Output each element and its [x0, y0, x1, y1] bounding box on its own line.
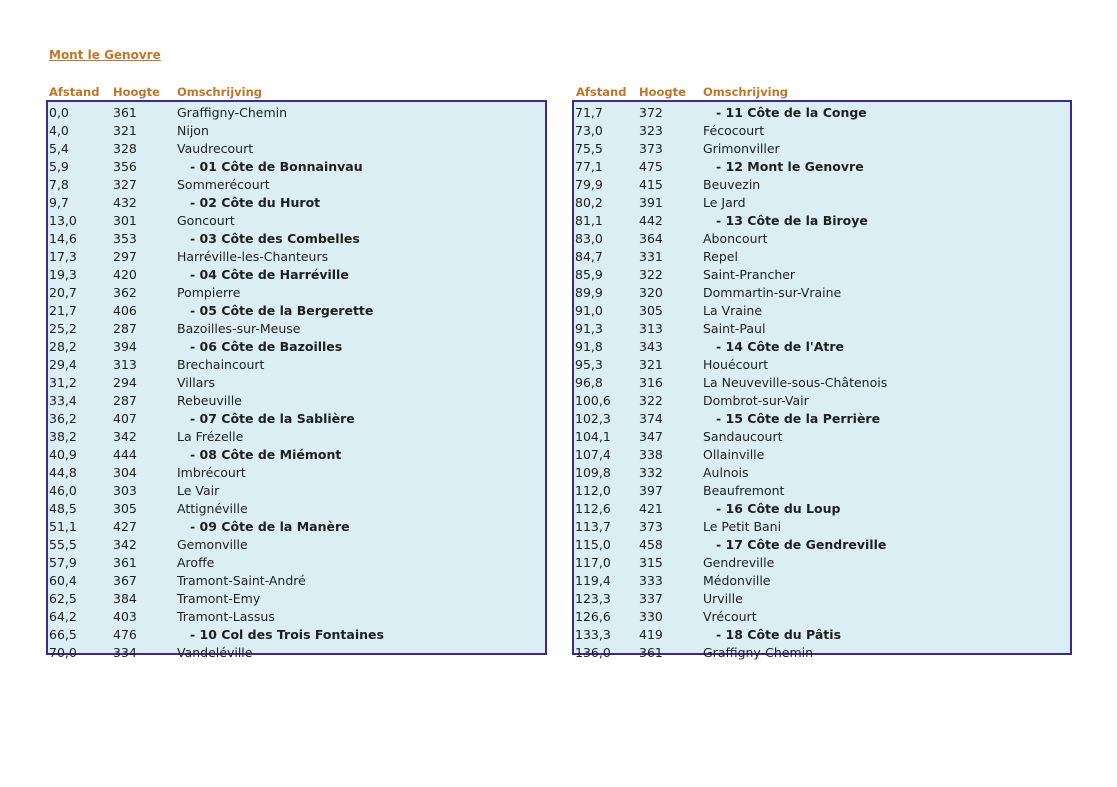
afstand-cell: 9,7	[49, 195, 69, 210]
hoogte-cell: 364	[639, 231, 663, 246]
table-row	[574, 391, 1070, 409]
afstand-cell: 89,9	[575, 285, 603, 300]
climb-name-cell: - 11 Côte de la Conge	[716, 105, 867, 120]
place-name-cell: Aboncourt	[703, 231, 768, 246]
table-row	[574, 355, 1070, 373]
table-row	[48, 373, 545, 391]
table-row	[574, 211, 1070, 229]
table-row	[574, 103, 1070, 121]
afstand-cell: 44,8	[49, 465, 77, 480]
afstand-cell: 91,8	[575, 339, 603, 354]
place-name-cell: Sandaucourt	[703, 429, 783, 444]
hoogte-cell: 367	[113, 573, 137, 588]
afstand-cell: 51,1	[49, 519, 77, 534]
table-row	[574, 643, 1070, 661]
climb-name-cell: - 15 Côte de la Perrière	[716, 411, 881, 426]
place-name-cell: La Frézelle	[177, 429, 244, 444]
climb-name-cell: - 17 Côte de Gendreville	[716, 537, 887, 552]
afstand-cell: 36,2	[49, 411, 77, 426]
table-row	[574, 535, 1070, 553]
afstand-cell: 80,2	[575, 195, 603, 210]
climb-name-cell: - 12 Mont le Genovre	[716, 159, 864, 174]
table-row	[574, 589, 1070, 607]
hoogte-cell: 427	[113, 519, 137, 534]
place-name-cell: Pompierre	[177, 285, 241, 300]
afstand-cell: 5,4	[49, 141, 69, 156]
place-name-cell: Villars	[177, 375, 216, 390]
climb-name-cell: - 07 Côte de la Sablière	[190, 411, 355, 426]
hoogte-cell: 347	[639, 429, 663, 444]
afstand-cell: 77,1	[575, 159, 603, 174]
table-row	[48, 337, 545, 355]
hoogte-cell: 333	[639, 573, 663, 588]
place-name-cell: Houécourt	[703, 357, 769, 372]
climb-name-cell: - 05 Côte de la Bergerette	[190, 303, 374, 318]
header-hoogte: Hoogte	[113, 85, 160, 99]
place-name-cell: Dombrot-sur-Vair	[703, 393, 809, 408]
hoogte-cell: 323	[639, 123, 663, 138]
table-row	[574, 157, 1070, 175]
right-route-table	[572, 100, 1072, 660]
hoogte-cell: 331	[639, 249, 663, 264]
climb-name-cell: - 08 Côte de Miémont	[190, 447, 342, 462]
hoogte-cell: 304	[113, 465, 137, 480]
place-name-cell: La Vraine	[703, 303, 763, 318]
table-row	[574, 265, 1070, 283]
table-row	[574, 301, 1070, 319]
afstand-cell: 117,0	[575, 555, 611, 570]
place-name-cell: Fécocourt	[703, 123, 765, 138]
table-row	[48, 553, 545, 571]
table-row	[48, 301, 545, 319]
hoogte-cell: 361	[113, 555, 137, 570]
afstand-cell: 46,0	[49, 483, 77, 498]
climb-name-cell: - 06 Côte de Bazoilles	[190, 339, 343, 354]
table-row	[574, 247, 1070, 265]
afstand-cell: 55,5	[49, 537, 77, 552]
hoogte-cell: 322	[639, 267, 663, 282]
right-table-header	[576, 85, 1076, 99]
table-row	[48, 391, 545, 409]
afstand-cell: 70,0	[49, 645, 77, 660]
afstand-cell: 14,6	[49, 231, 77, 246]
afstand-cell: 71,7	[575, 105, 603, 120]
header-afstand: Afstand	[576, 85, 627, 99]
place-name-cell: Attignéville	[177, 501, 248, 516]
afstand-cell: 136,0	[575, 645, 611, 660]
hoogte-cell: 362	[113, 285, 137, 300]
place-name-cell: Le Petit Bani	[703, 519, 782, 534]
hoogte-cell: 303	[113, 483, 137, 498]
table-row	[48, 607, 545, 625]
afstand-cell: 0,0	[49, 105, 69, 120]
place-name-cell: Brechaincourt	[177, 357, 265, 372]
afstand-cell: 84,7	[575, 249, 603, 264]
place-name-cell: Beuvezin	[703, 177, 761, 192]
table-row	[48, 625, 545, 643]
table-row	[574, 427, 1070, 445]
place-name-cell: Vrécourt	[703, 609, 757, 624]
table-row	[48, 427, 545, 445]
table-row	[574, 229, 1070, 247]
afstand-cell: 33,4	[49, 393, 77, 408]
afstand-cell: 57,9	[49, 555, 77, 570]
afstand-cell: 73,0	[575, 123, 603, 138]
hoogte-cell: 391	[639, 195, 663, 210]
place-name-cell: La Neuveville-sous-Châtenois	[703, 375, 888, 390]
afstand-cell: 104,1	[575, 429, 611, 444]
afstand-cell: 119,4	[575, 573, 611, 588]
place-name-cell: Aroffe	[177, 555, 215, 570]
hoogte-cell: 337	[639, 591, 663, 606]
hoogte-cell: 406	[113, 303, 137, 318]
hoogte-cell: 334	[113, 645, 137, 660]
hoogte-cell: 373	[639, 519, 663, 534]
afstand-cell: 123,3	[575, 591, 611, 606]
climb-name-cell: - 01 Côte de Bonnainvau	[190, 159, 363, 174]
place-name-cell: Ollainville	[703, 447, 765, 462]
table-row	[48, 265, 545, 283]
hoogte-cell: 343	[639, 339, 663, 354]
left-route-table	[46, 100, 547, 660]
table-row	[48, 211, 545, 229]
place-name-cell: Goncourt	[177, 213, 235, 228]
hoogte-cell: 361	[639, 645, 663, 660]
hoogte-cell: 432	[113, 195, 137, 210]
afstand-cell: 38,2	[49, 429, 77, 444]
hoogte-cell: 332	[639, 465, 663, 480]
afstand-cell: 96,8	[575, 375, 603, 390]
table-row	[48, 193, 545, 211]
hoogte-cell: 374	[639, 411, 663, 426]
climb-name-cell: - 09 Côte de la Manère	[190, 519, 350, 534]
table-row	[574, 463, 1070, 481]
table-row	[48, 409, 545, 427]
afstand-cell: 79,9	[575, 177, 603, 192]
afstand-cell: 112,0	[575, 483, 611, 498]
hoogte-cell: 394	[113, 339, 137, 354]
table-row	[48, 319, 545, 337]
place-name-cell: Vandeléville	[177, 645, 253, 660]
hoogte-cell: 321	[113, 123, 137, 138]
place-name-cell: Vaudrecourt	[177, 141, 254, 156]
table-row	[574, 139, 1070, 157]
hoogte-cell: 419	[639, 627, 663, 642]
left-table-header	[49, 85, 549, 99]
afstand-cell: 31,2	[49, 375, 77, 390]
place-name-cell: Dommartin-sur-Vraine	[703, 285, 842, 300]
hoogte-cell: 313	[113, 357, 137, 372]
afstand-cell: 112,6	[575, 501, 611, 516]
hoogte-cell: 330	[639, 609, 663, 624]
hoogte-cell: 373	[639, 141, 663, 156]
place-name-cell: Saint-Paul	[703, 321, 766, 336]
hoogte-cell: 315	[639, 555, 663, 570]
afstand-cell: 102,3	[575, 411, 611, 426]
afstand-cell: 126,6	[575, 609, 611, 624]
table-row	[574, 517, 1070, 535]
table-row	[48, 535, 545, 553]
afstand-cell: 66,5	[49, 627, 77, 642]
afstand-cell: 21,7	[49, 303, 77, 318]
table-row	[48, 283, 545, 301]
hoogte-cell: 287	[113, 321, 137, 336]
afstand-cell: 85,9	[575, 267, 603, 282]
place-name-cell: Tramont-Lassus	[177, 609, 275, 624]
header-hoogte: Hoogte	[639, 85, 686, 99]
place-name-cell: Gendreville	[703, 555, 775, 570]
hoogte-cell: 444	[113, 447, 137, 462]
hoogte-cell: 403	[113, 609, 137, 624]
table-row	[574, 445, 1070, 463]
hoogte-cell: 420	[113, 267, 137, 282]
place-name-cell: Tramont-Saint-André	[177, 573, 306, 588]
afstand-cell: 13,0	[49, 213, 77, 228]
climb-name-cell: - 10 Col des Trois Fontaines	[190, 627, 384, 642]
hoogte-cell: 397	[639, 483, 663, 498]
afstand-cell: 133,3	[575, 627, 611, 642]
place-name-cell: Urville	[703, 591, 743, 606]
hoogte-cell: 361	[113, 105, 137, 120]
afstand-cell: 95,3	[575, 357, 603, 372]
afstand-cell: 91,3	[575, 321, 603, 336]
table-row	[574, 553, 1070, 571]
place-name-cell: Beaufremont	[703, 483, 785, 498]
hoogte-cell: 415	[639, 177, 663, 192]
place-name-cell: Tramont-Emy	[177, 591, 261, 606]
hoogte-cell: 321	[639, 357, 663, 372]
place-name-cell: Le Vair	[177, 483, 220, 498]
afstand-cell: 115,0	[575, 537, 611, 552]
hoogte-cell: 313	[639, 321, 663, 336]
afstand-cell: 25,2	[49, 321, 77, 336]
hoogte-cell: 342	[113, 429, 137, 444]
table-row	[574, 625, 1070, 643]
hoogte-cell: 301	[113, 213, 137, 228]
place-name-cell: Harréville-les-Chanteurs	[177, 249, 329, 264]
hoogte-cell: 294	[113, 375, 137, 390]
afstand-cell: 64,2	[49, 609, 77, 624]
afstand-cell: 113,7	[575, 519, 611, 534]
table-row	[574, 193, 1070, 211]
afstand-cell: 48,5	[49, 501, 77, 516]
header-omschrijving: Omschrijving	[177, 85, 263, 99]
hoogte-cell: 356	[113, 159, 137, 174]
hoogte-cell: 316	[639, 375, 663, 390]
hoogte-cell: 322	[639, 393, 663, 408]
afstand-cell: 19,3	[49, 267, 77, 282]
place-name-cell: Rebeuville	[177, 393, 242, 408]
climb-name-cell: - 16 Côte du Loup	[716, 501, 841, 516]
afstand-cell: 107,4	[575, 447, 611, 462]
afstand-cell: 4,0	[49, 123, 69, 138]
table-row	[48, 499, 545, 517]
hoogte-cell: 372	[639, 105, 663, 120]
climb-name-cell: - 13 Côte de la Biroye	[716, 213, 868, 228]
place-name-cell: Aulnois	[703, 465, 749, 480]
place-name-cell: Médonville	[703, 573, 771, 588]
afstand-cell: 91,0	[575, 303, 603, 318]
table-row	[574, 373, 1070, 391]
hoogte-cell: 458	[639, 537, 663, 552]
place-name-cell: Grimonviller	[703, 141, 780, 156]
table-row	[48, 445, 545, 463]
place-name-cell: Le Jard	[703, 195, 746, 210]
place-name-cell: Saint-Prancher	[703, 267, 796, 282]
table-row	[574, 283, 1070, 301]
table-row	[48, 229, 545, 247]
table-row	[574, 481, 1070, 499]
hoogte-cell: 305	[639, 303, 663, 318]
hoogte-cell: 297	[113, 249, 137, 264]
afstand-cell: 40,9	[49, 447, 77, 462]
hoogte-cell: 475	[639, 159, 663, 174]
place-name-cell: Sommerécourt	[177, 177, 270, 192]
hoogte-cell: 327	[113, 177, 137, 192]
table-row	[574, 571, 1070, 589]
table-row	[48, 355, 545, 373]
place-name-cell: Gemonville	[177, 537, 248, 552]
climb-name-cell: - 04 Côte de Harréville	[190, 267, 349, 282]
hoogte-cell: 328	[113, 141, 137, 156]
afstand-cell: 83,0	[575, 231, 603, 246]
table-row	[574, 499, 1070, 517]
afstand-cell: 81,1	[575, 213, 603, 228]
hoogte-cell: 305	[113, 501, 137, 516]
table-row	[48, 139, 545, 157]
afstand-cell: 5,9	[49, 159, 69, 174]
hoogte-cell: 442	[639, 213, 663, 228]
table-row	[574, 409, 1070, 427]
afstand-cell: 29,4	[49, 357, 77, 372]
place-name-cell: Graffigny-Chemin	[703, 645, 814, 660]
place-name-cell: Nijon	[177, 123, 209, 138]
afstand-cell: 20,7	[49, 285, 77, 300]
afstand-cell: 28,2	[49, 339, 77, 354]
header-afstand: Afstand	[49, 85, 100, 99]
table-row	[48, 103, 545, 121]
table-row	[574, 319, 1070, 337]
table-row	[574, 607, 1070, 625]
afstand-cell: 60,4	[49, 573, 77, 588]
table-row	[48, 157, 545, 175]
hoogte-cell: 421	[639, 501, 663, 516]
table-row	[574, 121, 1070, 139]
table-row	[48, 643, 545, 661]
table-row	[574, 337, 1070, 355]
table-row	[48, 517, 545, 535]
climb-name-cell: - 02 Côte du Hurot	[190, 195, 321, 210]
place-name-cell: Imbrécourt	[177, 465, 246, 480]
table-row	[48, 481, 545, 499]
climb-name-cell: - 18 Côte du Pâtis	[716, 627, 842, 642]
hoogte-cell: 407	[113, 411, 137, 426]
hoogte-cell: 287	[113, 393, 137, 408]
header-omschrijving: Omschrijving	[703, 85, 789, 99]
hoogte-cell: 338	[639, 447, 663, 462]
afstand-cell: 109,8	[575, 465, 611, 480]
hoogte-cell: 342	[113, 537, 137, 552]
table-row	[48, 121, 545, 139]
hoogte-cell: 320	[639, 285, 663, 300]
climb-name-cell: - 03 Côte des Combelles	[190, 231, 360, 246]
table-row	[48, 175, 545, 193]
place-name-cell: Repel	[703, 249, 738, 264]
afstand-cell: 75,5	[575, 141, 603, 156]
afstand-cell: 7,8	[49, 177, 69, 192]
climb-name-cell: - 14 Côte de l'Atre	[716, 339, 845, 354]
page-title[interactable]: Mont le Genovre	[49, 48, 161, 62]
table-row	[48, 463, 545, 481]
place-name-cell: Bazoilles-sur-Meuse	[177, 321, 301, 336]
afstand-cell: 17,3	[49, 249, 77, 264]
table-row	[48, 247, 545, 265]
hoogte-cell: 353	[113, 231, 137, 246]
table-row	[48, 589, 545, 607]
afstand-cell: 100,6	[575, 393, 611, 408]
hoogte-cell: 476	[113, 627, 137, 642]
hoogte-cell: 384	[113, 591, 137, 606]
table-row	[574, 175, 1070, 193]
place-name-cell: Graffigny-Chemin	[177, 105, 288, 120]
afstand-cell: 62,5	[49, 591, 77, 606]
table-row	[48, 571, 545, 589]
